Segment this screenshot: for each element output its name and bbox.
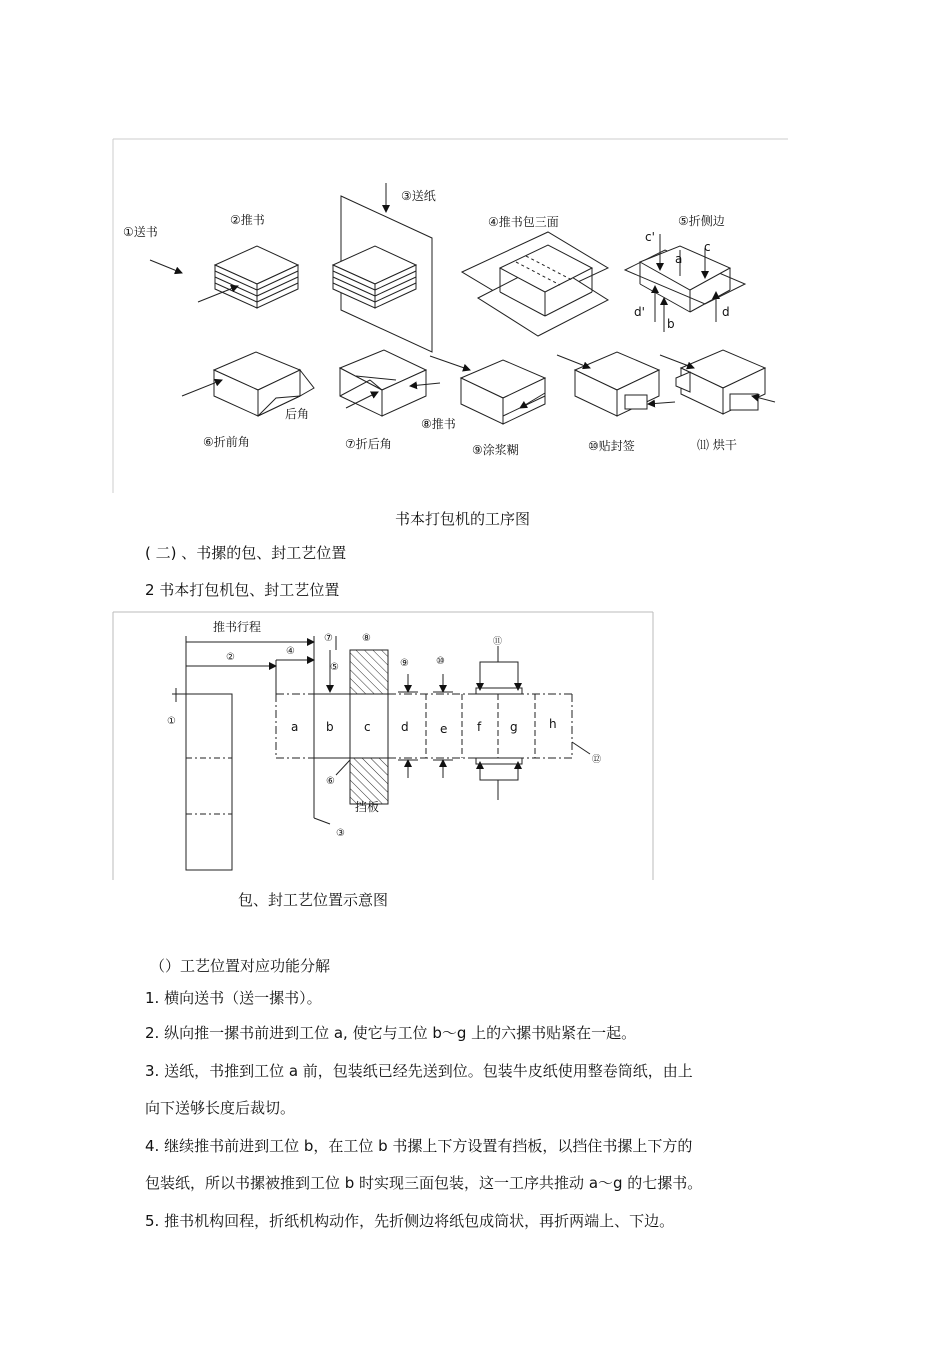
label-n4: ④ — [286, 646, 295, 657]
item-4-line1: 4. 继续推书前进到工位 b，在工位 b 书摞上下方设置有挡板，以挡住书摞上下方的 — [145, 1137, 693, 1155]
label-d-prime: d' — [634, 305, 645, 319]
label-step2: ②推书 — [230, 213, 265, 227]
label-station-d: d — [401, 720, 409, 734]
label-step5: ⑤折侧边 — [678, 214, 725, 228]
label-n2: ② — [226, 652, 235, 663]
label-station-c: c — [364, 720, 371, 734]
label-baffle: 挡板 — [355, 800, 380, 814]
label-b: b — [667, 317, 675, 331]
label-step7: ⑦折后角 — [345, 437, 392, 451]
item-4-line2: 包装纸，所以书摞被推到工位 b 时实现三面包装，这一工序共推动 a～g 的七摞书。 — [145, 1174, 703, 1192]
figure2-caption: 包、封工艺位置示意图 — [238, 891, 389, 909]
label-c-prime: c' — [645, 230, 655, 244]
label-c: c — [704, 240, 711, 254]
label-step6: ⑥折前角 — [203, 435, 250, 449]
label-step3: ③送纸 — [401, 189, 436, 203]
position-diagram — [0, 600, 950, 890]
section-title: （）工艺位置对应功能分解 — [150, 957, 331, 975]
label-station-e: e — [440, 722, 448, 736]
label-step10: ⑩贴封签 — [588, 439, 635, 453]
label-n8: ⑧ — [362, 633, 371, 644]
label-station-g: g — [510, 720, 518, 734]
process-diagram — [0, 0, 950, 500]
label-station-b: b — [326, 720, 334, 734]
item-3-line2: 向下送够长度后裁切。 — [145, 1099, 296, 1117]
label-station-f: f — [477, 720, 482, 734]
label-d: d — [722, 305, 730, 319]
label-station-h: h — [549, 717, 557, 731]
item-1: 1. 横向送书（送一摞书）。 — [145, 989, 322, 1007]
label-step1: ①送书 — [123, 225, 158, 239]
figure1-caption: 书本打包机的工序图 — [395, 510, 531, 528]
label-n6: ⑥ — [326, 776, 335, 787]
label-n12: ⑫ — [592, 755, 602, 765]
label-push-travel: 推书行程 — [213, 620, 262, 634]
item-2: 2. 纵向推一摞书前进到工位 a, 使它与工位 b～g 上的六摞书贴紧在一起。 — [145, 1024, 637, 1042]
item-3-line1: 3. 送纸，书推到工位 a 前，包装纸已经先送到位。包装牛皮纸使用整卷筒纸，由上 — [145, 1062, 693, 1080]
label-n11: ⑪ — [493, 637, 503, 647]
heading-subsection: ( 二) 、书摞的包、封工艺位置 — [145, 544, 347, 562]
label-n1: ① — [167, 716, 176, 727]
label-station-a: a — [291, 720, 299, 734]
label-n7: ⑦ — [324, 633, 333, 644]
label-n3: ③ — [336, 828, 345, 839]
label-step8: ⑧推书 — [421, 417, 456, 431]
label-n10: ⑩ — [436, 656, 445, 667]
heading-process-position: 2 书本打包机包、封工艺位置 — [145, 581, 340, 599]
label-step9: ⑨涂浆糊 — [472, 443, 519, 457]
label-n5: ⑤ — [330, 662, 339, 673]
item-5: 5. 推书机构回程，折纸机构动作，先折侧边将纸包成筒状，再折两端上、下边。 — [145, 1212, 675, 1230]
label-a: a — [675, 252, 683, 266]
label-n9: ⑨ — [400, 658, 409, 669]
label-step11: ⑾ 烘干 — [697, 438, 737, 452]
label-rear-corner: 后角 — [285, 407, 310, 421]
label-step4: ④推书包三面 — [488, 215, 559, 229]
